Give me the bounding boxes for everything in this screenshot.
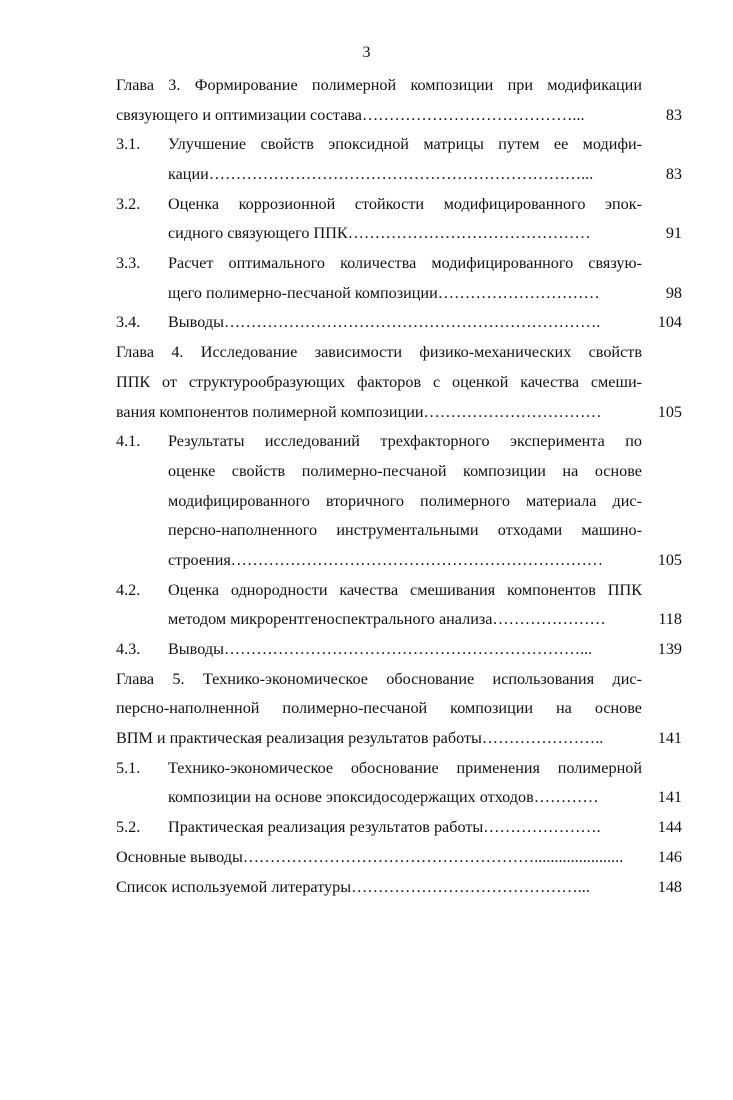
toc-page-number: 91 <box>665 224 682 243</box>
toc-line <box>116 516 682 546</box>
toc-section-number: 5.2. <box>116 818 141 837</box>
toc-entry-text: Практическая реализация результатов работы…………………. <box>168 818 601 837</box>
toc-entry-text: персно-наполненного инструментальными отходами машино- <box>168 521 642 540</box>
toc-entry <box>116 813 682 843</box>
toc-page-number: 83 <box>665 165 682 184</box>
toc-entry <box>116 665 682 754</box>
toc-entry-text: сидного связующего ППК……………………………………… <box>168 224 591 243</box>
toc-entry-text: строения…………………………………………………………… <box>168 550 604 569</box>
toc-page-number: 146 <box>657 847 682 866</box>
toc-entry-text: Оценка коррозионной стойкости модифицированного эпок- <box>168 194 642 213</box>
toc-line <box>116 546 682 576</box>
toc-line <box>116 635 682 665</box>
toc-entry-text: методом микрорентгеноспектрального анализа………………… <box>168 610 606 629</box>
toc-line <box>116 219 682 249</box>
toc-line <box>116 249 682 279</box>
toc-section-number: 3.4. <box>116 313 141 332</box>
toc-entry <box>116 71 682 130</box>
toc-page-number: 98 <box>665 283 682 302</box>
toc-entry <box>116 754 682 813</box>
toc-entry-text: композиции на основе эпоксидосодержащих отходов………… <box>168 788 599 807</box>
toc-entry-text: Список используемой литературы……………………………………... <box>116 877 590 896</box>
toc-entry-text: связующего и оптимизации состава…………………………………... <box>116 105 585 124</box>
toc-line <box>116 605 682 635</box>
toc-line <box>116 576 682 606</box>
toc-page-number: 148 <box>657 877 682 896</box>
toc-entry <box>116 338 682 427</box>
toc-entry <box>116 635 682 665</box>
toc-section-number: 3.1. <box>116 135 141 154</box>
toc-line <box>116 160 682 190</box>
toc-entry-text: Результаты исследований трехфакторного эксперимента по <box>168 432 642 451</box>
toc-line <box>116 784 682 814</box>
toc-entry-text: Расчет оптимального количества модифицированного связую- <box>168 254 642 273</box>
toc-entry-text: ВПМ и практическая реализация результатов работы………………….. <box>116 729 604 748</box>
toc-section-number: 3.2. <box>116 194 141 213</box>
toc-line <box>116 694 682 724</box>
toc-entry-text: Глава 3. Формирование полимерной композиции при модификации <box>116 75 642 94</box>
toc-entry <box>116 843 682 873</box>
toc-line <box>116 487 682 517</box>
toc-line <box>116 101 682 131</box>
toc-entry <box>116 427 682 575</box>
toc-line <box>116 130 682 160</box>
toc-section-number: 5.1. <box>116 758 141 777</box>
toc-entry-text: оценке свойств полимерно-песчаной композиции на основе <box>168 461 642 480</box>
toc-entry-text: Улучшение свойств эпоксидной матрицы путем ее модифи- <box>168 135 642 154</box>
toc-entry <box>116 249 682 308</box>
toc-line <box>116 813 682 843</box>
toc-entry-text: персно-наполненной полимерно-песчаной композиции на основе <box>116 699 642 718</box>
toc-entry-text: вания компонентов полимерной композиции…………………………… <box>116 402 602 421</box>
toc-entry-text: Технико-экономическое обоснование применения полимерной <box>168 758 642 777</box>
toc-page-number: 104 <box>657 313 682 332</box>
toc-line <box>116 309 682 339</box>
toc-line <box>116 843 682 873</box>
toc-entry-text: щего полимерно-песчаной композиции………………………… <box>168 283 600 302</box>
toc-entry-text: Глава 5. Технико-экономическое обоснование использования дис- <box>116 669 642 688</box>
toc-line <box>116 724 682 754</box>
toc-page-number: 141 <box>657 788 682 807</box>
toc-line <box>116 368 682 398</box>
table-of-contents <box>116 71 682 902</box>
toc-entry <box>116 190 682 249</box>
toc-entry-text: Выводы……………………………………………………………. <box>168 313 601 332</box>
page-number: 3 <box>362 44 371 61</box>
toc-entry <box>116 873 682 903</box>
toc-page-number: 83 <box>665 105 682 124</box>
toc-line <box>116 754 682 784</box>
toc-entry <box>116 576 682 635</box>
toc-entry-text: Глава 4. Исследование зависимости физико-механических свойств <box>116 343 642 362</box>
toc-page-number: 144 <box>657 818 682 837</box>
toc-line <box>116 873 682 903</box>
toc-page-number: 105 <box>657 402 682 421</box>
toc-page-number: 105 <box>657 550 682 569</box>
toc-section-number: 4.3. <box>116 640 141 659</box>
toc-entry-text: модифицированного вторичного полимерного материала дис- <box>168 491 642 510</box>
toc-entry-text: Выводы…………………………………………………………... <box>168 640 593 659</box>
toc-entry <box>116 309 682 339</box>
toc-line <box>116 71 682 101</box>
toc-line <box>116 427 682 457</box>
toc-page-number: 139 <box>657 640 682 659</box>
toc-entry-text: кации……………………………………………………………... <box>168 165 594 184</box>
toc-page-number: 118 <box>658 610 682 629</box>
toc-line <box>116 338 682 368</box>
toc-line <box>116 398 682 428</box>
toc-entry <box>116 130 682 189</box>
toc-entry-text: Оценка однородности качества смешивания компонентов ППК <box>168 580 642 599</box>
toc-entry-text: Основные выводы………………………………………………...................... <box>116 847 624 866</box>
toc-line <box>116 279 682 309</box>
toc-line <box>116 665 682 695</box>
toc-section-number: 3.3. <box>116 254 141 273</box>
toc-section-number: 4.1. <box>116 432 141 451</box>
toc-entry-text: ППК от структурообразующих факторов с оценкой качества смеши- <box>116 372 642 391</box>
toc-page-number: 141 <box>657 729 682 748</box>
toc-section-number: 4.2. <box>116 580 141 599</box>
toc-line <box>116 457 682 487</box>
toc-line <box>116 190 682 220</box>
